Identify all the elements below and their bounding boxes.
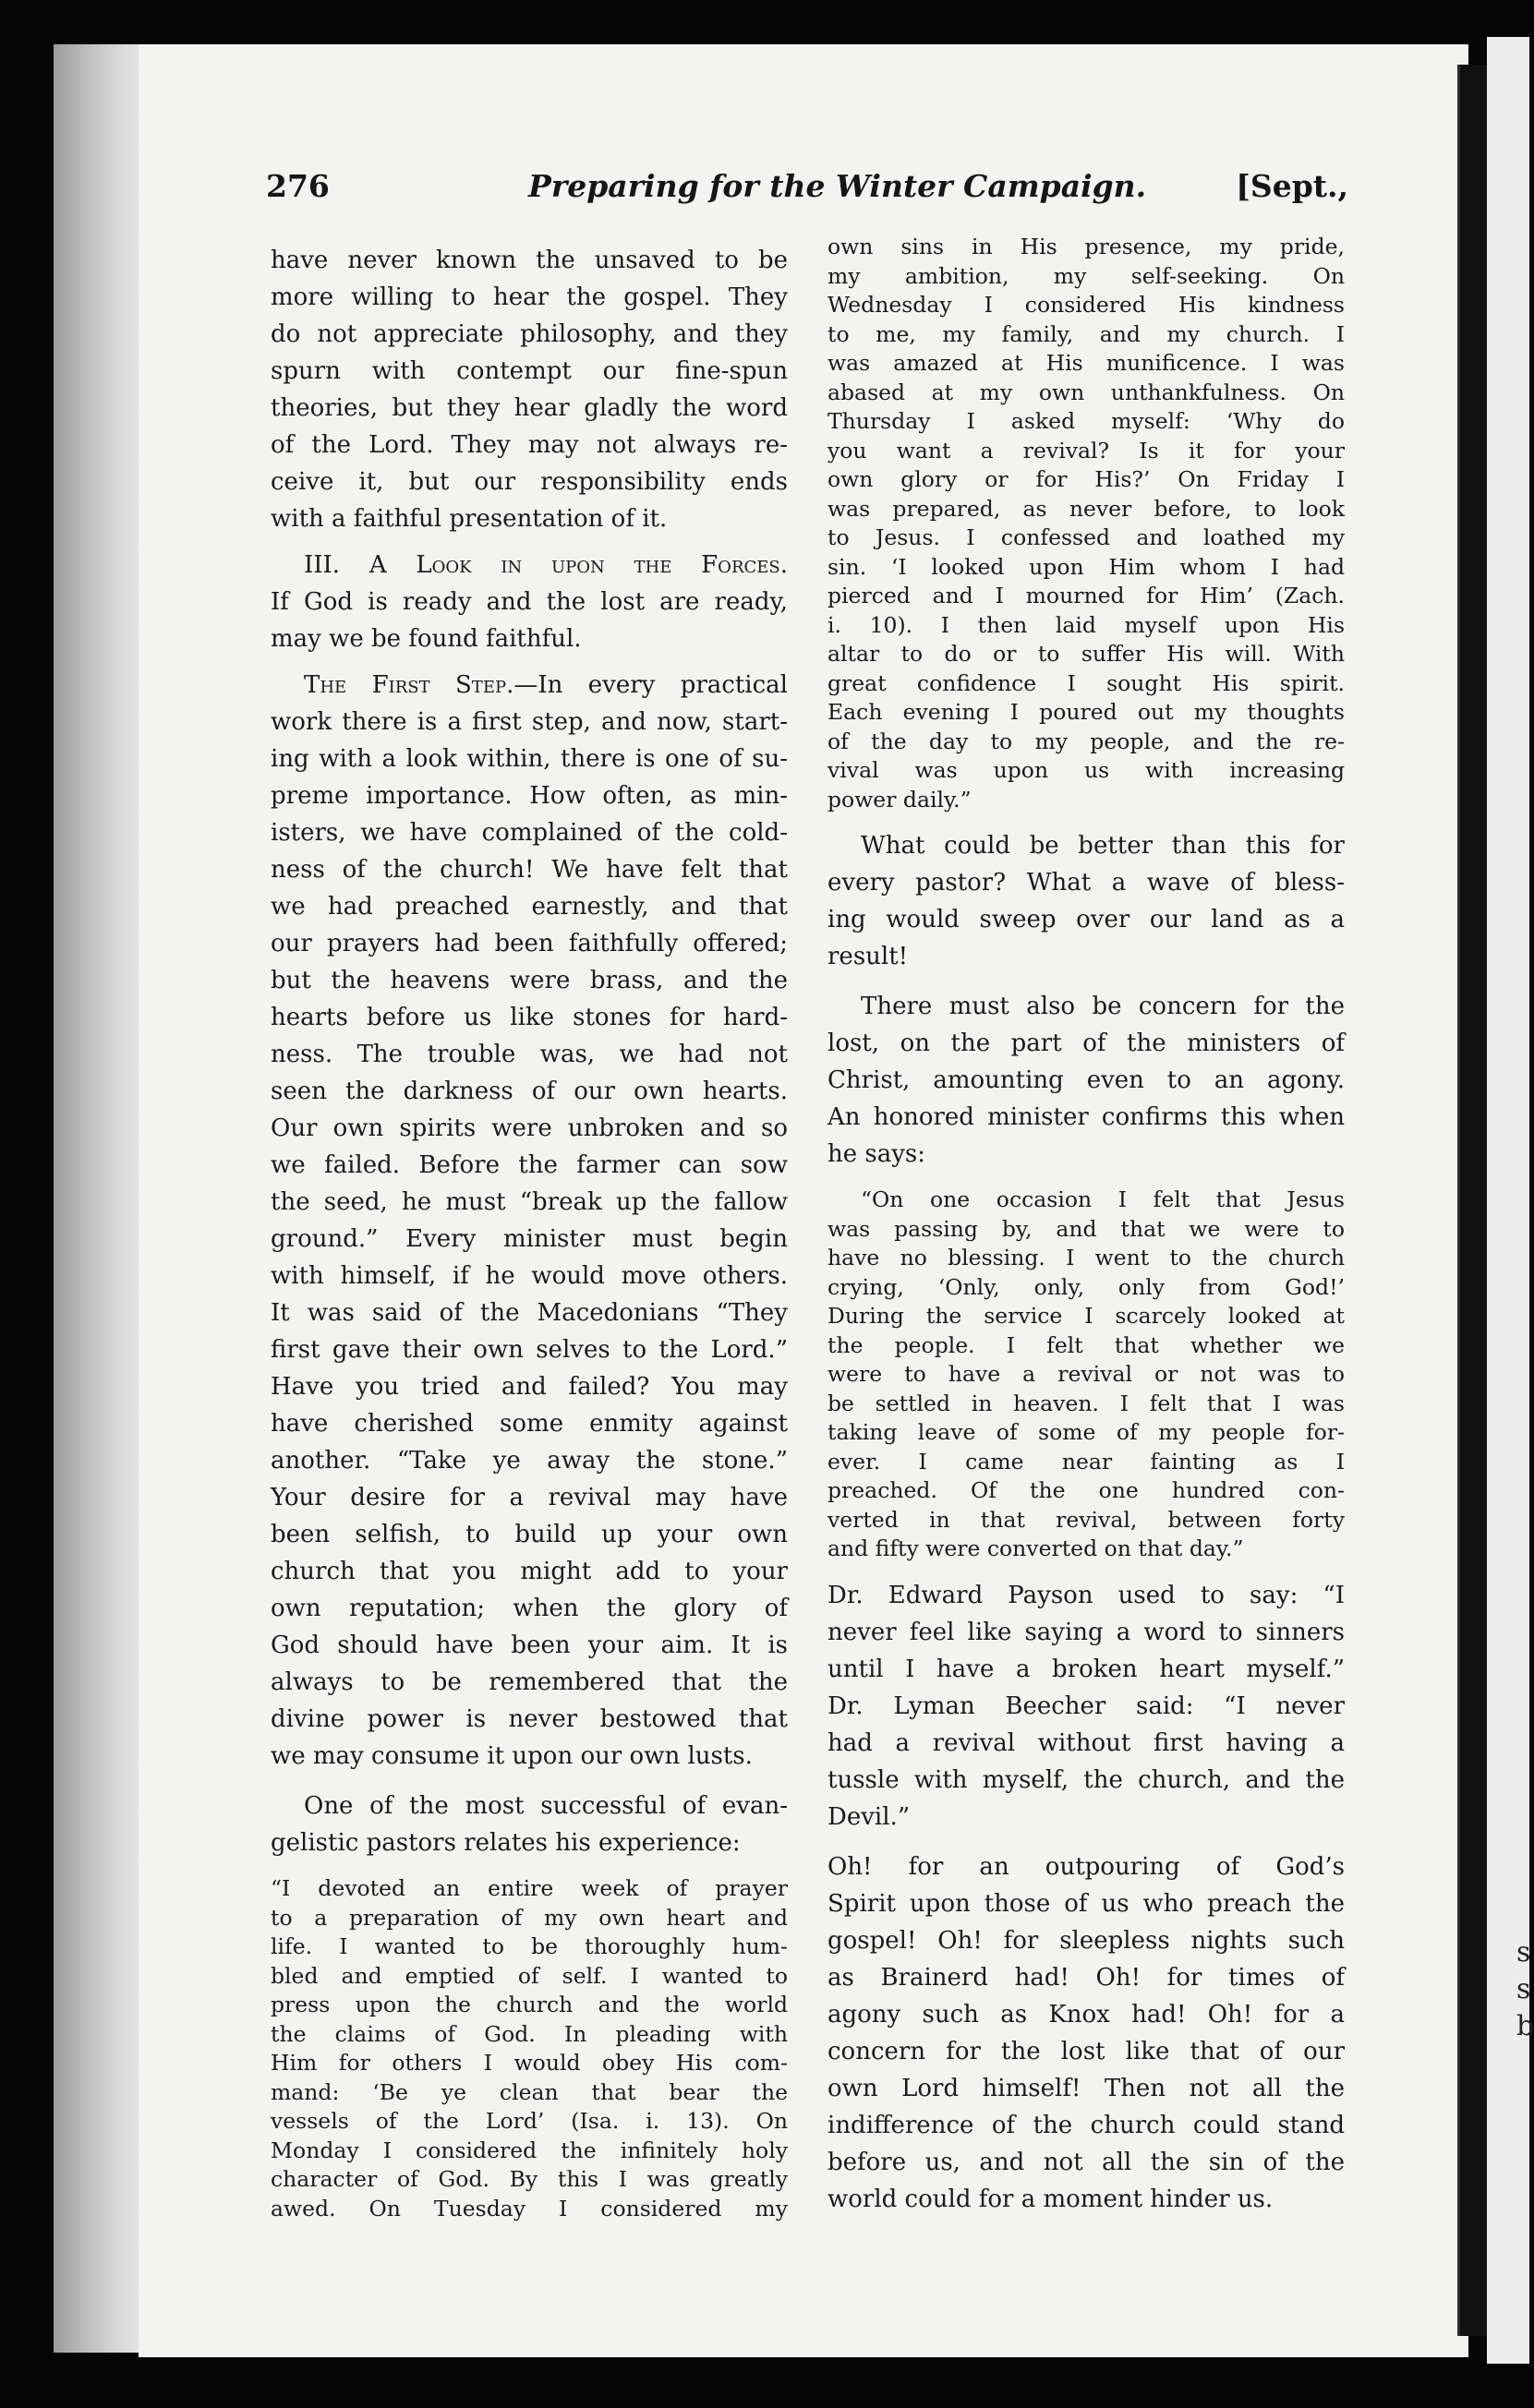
paragraph	[827, 1577, 1345, 1836]
paragraph-lines	[271, 704, 788, 1775]
text-line: as Brainerd had! Oh! for times of	[827, 1963, 1345, 1992]
running-header	[266, 168, 1348, 223]
text-line: character of God. By this I was greatly	[271, 2166, 788, 2192]
text-line: seen the darkness of our own hearts.	[271, 1078, 788, 1105]
next-page-letter: b	[1516, 2010, 1534, 2042]
text-line: preme importance. How often, as min-	[271, 782, 788, 810]
text-line: but the heavens were brass, and the	[271, 967, 788, 994]
text-line: own reputation; when the glory of	[271, 1595, 788, 1622]
text-line: another. “Take ye away the stone.”	[271, 1447, 788, 1475]
text-line: the seed, he must “break up the fallow	[271, 1188, 788, 1216]
text-line: ceive it, but our responsibility ends	[271, 468, 788, 496]
text-line: ness. The trouble was, we had not	[271, 1041, 788, 1068]
paragraph	[271, 242, 788, 537]
text-line: spurn with contempt our fine-spun	[271, 357, 788, 385]
text-line: my ambition, my self-seeking. On	[827, 262, 1345, 289]
text-line: altar to do or to suffer His will. With	[827, 641, 1345, 667]
text-line: great confidence I sought His spirit.	[827, 669, 1345, 696]
text-line: own Lord himself! Then not all the	[827, 2074, 1345, 2102]
text-line: Devil.”	[827, 1802, 911, 1831]
next-page-letter: s	[1516, 1973, 1531, 2005]
text-line: was passing by, and that we were to	[827, 1215, 1345, 1242]
running-month: [Sept.,	[1236, 168, 1348, 204]
line	[271, 667, 788, 704]
section-heading-paragraph	[271, 547, 788, 657]
text-line: Him for others I would obey His com-	[271, 2050, 788, 2076]
line	[271, 547, 788, 584]
text-line: result!	[827, 943, 909, 970]
first-step-paragraph	[271, 667, 788, 1775]
text-line: first gave their own selves to the Lord.”	[271, 1336, 788, 1364]
text-line: awed. On Tuesday I considered my	[271, 2195, 788, 2221]
text-line: God should have been your aim. It is	[271, 1631, 788, 1659]
running-title: Preparing for the Winter Campaign.	[528, 168, 1147, 204]
text-line: concern for the lost like that of our	[827, 2037, 1345, 2065]
text-line: press upon the church and the world	[271, 1992, 788, 2017]
text-line: gospel! Oh! for sleepless nights such	[827, 1926, 1345, 1955]
text-line: was amazed at His munificence. I was	[827, 350, 1345, 376]
next-page-letter: s	[1516, 1936, 1531, 1969]
text-line: indifference of the church could stand	[827, 2111, 1345, 2139]
right-column	[827, 233, 1345, 2218]
text-line: ness of the church! We have felt that	[271, 856, 788, 884]
text-line: the people. I felt that whether we	[827, 1331, 1345, 1358]
text-line: was prepared, as never before, to look	[827, 495, 1345, 522]
text-line: and fifty were converted on that day.”	[827, 1535, 1244, 1561]
paragraph	[271, 1788, 788, 1861]
page-number: 276	[266, 168, 330, 204]
text-line: crying, ‘Only, only, only from God!’	[827, 1273, 1345, 1300]
text-line: of the day to my people, and the re-	[827, 728, 1345, 754]
text-line: “On one occasion I felt that Jesus	[861, 1186, 1345, 1212]
text-line: with himself, if he would move others.	[271, 1262, 788, 1290]
text-line: had a revival without first having a	[827, 1728, 1345, 1757]
text-line: Dr. Edward Payson used to say: “I	[827, 1581, 1345, 1609]
text-line: ing would sweep over our land as a	[827, 906, 1345, 933]
text-line: with a faithful presentation of it.	[271, 505, 668, 533]
text-line: until I have a broken heart myself.”	[827, 1655, 1345, 1683]
text-line: What could be better than this for	[861, 832, 1345, 860]
text-line: we had preached earnestly, and that	[271, 893, 788, 921]
text-line: An honored minister confirms this when	[827, 1103, 1345, 1131]
block-quote	[271, 1874, 788, 2223]
text-line: One of the most successful of evan-	[304, 1792, 788, 1820]
text-line: may we be found faithful.	[271, 625, 582, 653]
section-heading: III. A Look in upon the Forces.	[304, 551, 788, 579]
text-line: more willing to hear the gospel. They	[271, 283, 788, 311]
text-line: isters, we have complained of the cold-	[271, 819, 788, 847]
text-line: he says:	[827, 1140, 926, 1168]
gutter-shadow	[1457, 65, 1488, 2336]
text-line: preached. Of the one hundred con-	[827, 1477, 1345, 1503]
text-line: vival was upon us with increasing	[827, 757, 1345, 783]
paragraph	[827, 827, 1345, 975]
text-line: taking leave of some of my people for-	[827, 1419, 1345, 1445]
text-line: own sins in His presence, my pride,	[827, 234, 1345, 259]
text-line: always to be remembered that the	[271, 1668, 788, 1696]
text-line: own glory or for His?’ On Friday I	[827, 466, 1345, 492]
text-line: Dr. Lyman Beecher said: “I never	[827, 1692, 1345, 1720]
text-line: Wednesday I considered His kindness	[827, 292, 1345, 318]
text-line: verted in that revival, between forty	[827, 1506, 1345, 1533]
text-line: ing with a look within, there is one of su-	[271, 745, 788, 773]
text-line: power daily.”	[827, 786, 972, 813]
text-line: you want a revival? Is it for your	[827, 437, 1345, 464]
binding-edge	[54, 44, 146, 2353]
text-line: vessels of the Lord’ (Isa. i. 13). On	[271, 2108, 788, 2134]
line-text: —In every practical	[513, 671, 788, 699]
text-line: before us, and not all the sin of the	[827, 2148, 1345, 2176]
text-line: Spirit upon those of us who preach the	[827, 1889, 1345, 1918]
text-line: to a preparation of my own heart and	[271, 1904, 788, 1931]
text-line: There must also be concern for the	[861, 993, 1345, 1020]
text-line: been selfish, to build up your own	[271, 1521, 788, 1548]
text-line: the claims of God. In pleading with	[271, 2020, 788, 2047]
text-line: abased at my own unthankfulness. On	[827, 379, 1345, 405]
text-line: be settled in heaven. I felt that I was	[827, 1390, 1345, 1416]
text-line: Monday I considered the infinitely holy	[271, 2137, 788, 2163]
text-line: our prayers had been faithfully offered;	[271, 930, 788, 957]
text-line: Christ, amounting even to an agony.	[827, 1066, 1345, 1094]
text-line: Your desire for a revival may have	[271, 1484, 788, 1511]
paragraph	[827, 1848, 1345, 2218]
text-line: ground.” Every minister must begin	[271, 1225, 788, 1253]
text-line: sin. ‘I looked upon Him whom I had	[827, 553, 1345, 580]
text-line: i. 10). I then laid myself upon His	[827, 611, 1345, 638]
text-line: Thursday I asked myself: ‘Why do	[827, 408, 1345, 434]
subheading: The First Step.	[304, 671, 514, 699]
text-line: tussle with myself, the church, and the	[827, 1765, 1345, 1794]
text-line: During the service I scarcely looked at	[827, 1303, 1345, 1329]
text-line: Each evening I poured out my thoughts	[827, 699, 1345, 725]
text-line: have cherished some enmity against	[271, 1410, 788, 1438]
text-line: agony such as Knox had! Oh! for a	[827, 2000, 1345, 2029]
text-line: have no blessing. I went to the church	[827, 1245, 1345, 1270]
text-line: mand: ‘Be ye clean that bear the	[271, 2078, 788, 2105]
text-line: we may consume it upon our own lusts.	[271, 1742, 753, 1770]
text-line: life. I wanted to be thoroughly hum-	[271, 1933, 788, 1959]
left-column	[271, 242, 788, 2223]
text-line: lost, on the part of the ministers of	[827, 1029, 1345, 1057]
next-page-letters	[1516, 1934, 1534, 2045]
text-line: every pastor? What a wave of bless-	[827, 869, 1345, 897]
text-line: divine power is never bestowed that	[271, 1705, 788, 1733]
text-line: Oh! for an outpouring of God’s	[827, 1852, 1345, 1881]
text-line: theories, but they hear gladly the word	[271, 394, 788, 422]
text-line: to me, my family, and my church. I	[827, 320, 1345, 347]
text-line: to Jesus. I confessed and loathed my	[827, 524, 1345, 550]
text-line: pierced and I mourned for Him’ (Zach.	[827, 583, 1345, 608]
text-line: ever. I came near fainting as I	[827, 1448, 1345, 1475]
text-line: have never known the unsaved to be	[271, 247, 788, 274]
text-line: It was said of the Macedonians “They	[271, 1299, 788, 1327]
text-line: “I devoted an entire week of prayer	[271, 1875, 788, 1901]
text-line: work there is a first step, and now, start-	[271, 708, 788, 736]
block-quote	[827, 1186, 1345, 1564]
text-line: church that you might add to your	[271, 1558, 788, 1585]
text-line: world could for a moment hinder us.	[827, 2185, 1274, 2213]
block-quote-continued	[827, 233, 1345, 814]
text-line: gelistic pastors relates his experience:	[271, 1829, 741, 1857]
text-line: Our own spirits were unbroken and so	[271, 1114, 788, 1142]
text-line: Have you tried and failed? You may	[271, 1373, 788, 1401]
text-line: were to have a revival or not was to	[827, 1361, 1345, 1387]
text-line: do not appreciate philosophy, and they	[271, 320, 788, 348]
text-line: hearts before us like stones for hard-	[271, 1004, 788, 1031]
text-line: we failed. Before the farmer can sow	[271, 1151, 788, 1179]
text-line: never feel like saying a word to sinners	[827, 1618, 1345, 1646]
text-line: bled and emptied of self. I wanted to	[271, 1962, 788, 1989]
text-line: of the Lord. They may not always re-	[271, 431, 788, 459]
paragraph-lines	[271, 584, 788, 657]
paragraph	[827, 988, 1345, 1173]
text-line: If God is ready and the lost are ready,	[271, 588, 788, 616]
